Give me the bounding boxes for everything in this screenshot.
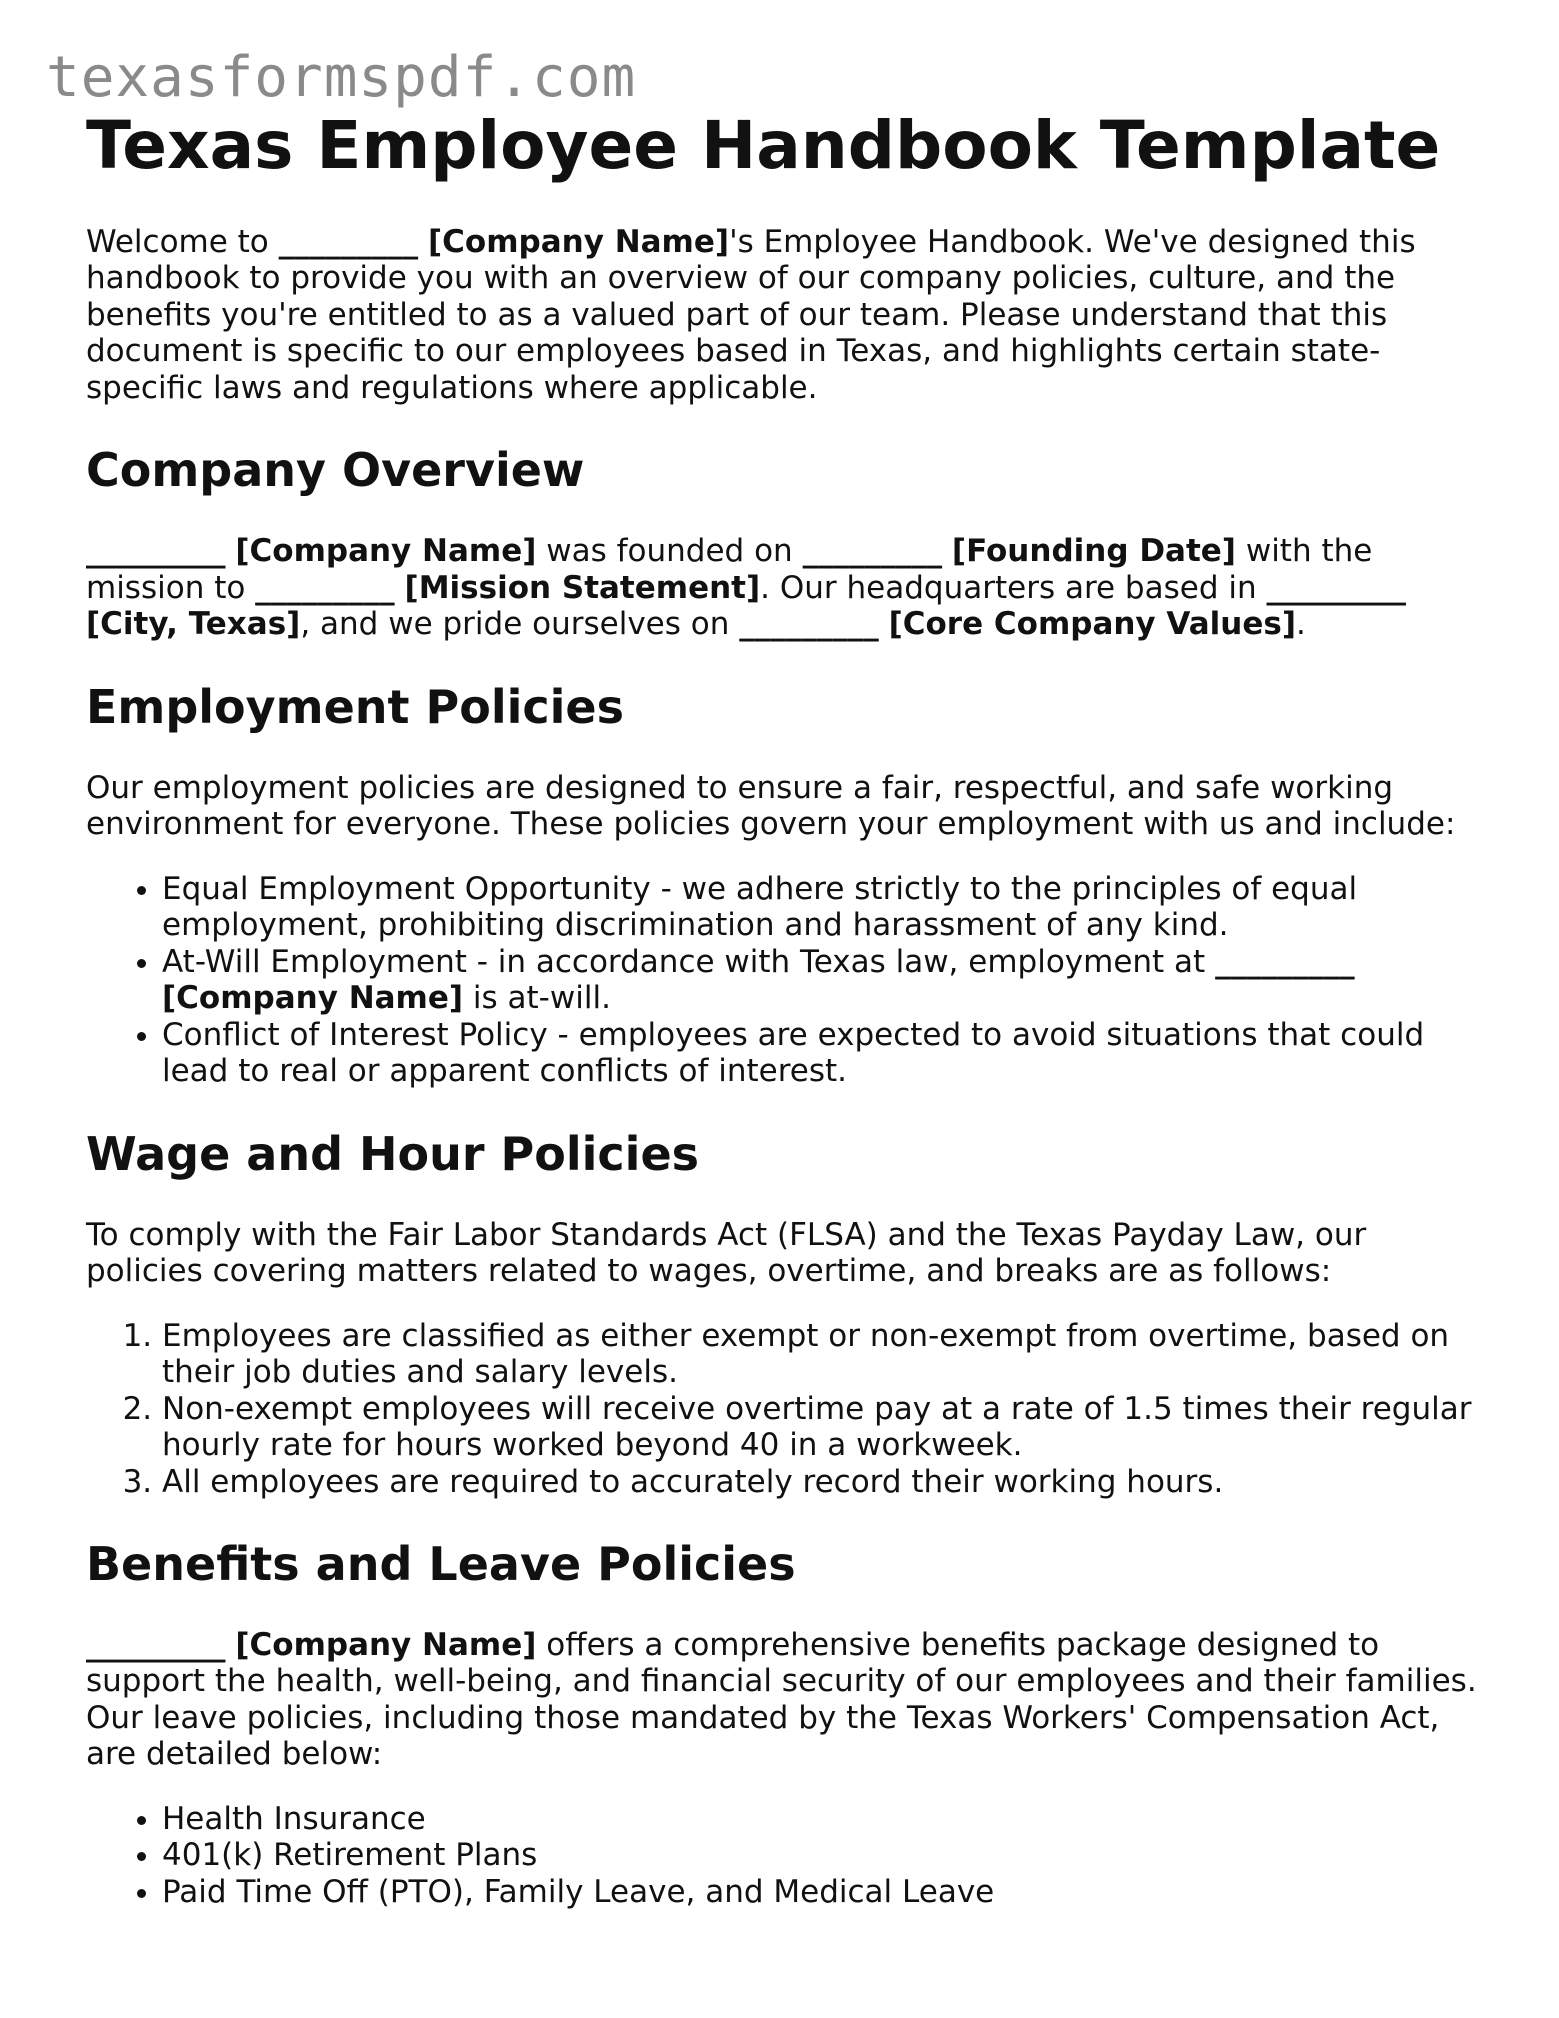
blank-field: _________	[802, 533, 943, 570]
list-item: • Conflict of Interest Policy - employees are expected to avoid situations that could lead to real or apparent conflicts of interest.	[162, 1017, 1486, 1090]
list-item: 3. All employees are required to accurately record their working hours.	[162, 1464, 1486, 1501]
benefits-paragraph	[86, 1627, 1486, 1773]
overview-text: . Our headquarters are based in	[760, 569, 1267, 606]
overview-text: was founded on	[536, 533, 803, 570]
founding-date-placeholder: [Founding Date]	[951, 533, 1236, 570]
list-item: • Health Insurance	[162, 1801, 1486, 1838]
section-heading-benefits-leave: Benefits and Leave Policies	[86, 1537, 796, 1592]
employment-paragraph: Our employment policies are designed to ensure a fair, respectful, and safe working environment for everyone. These policies govern your employment with us and include:	[86, 769, 1456, 843]
watermark-text: texasformspdf.com	[46, 45, 637, 110]
page-title: Texas Employee Handbook Template	[86, 107, 1441, 184]
list-item: • Paid Time Off (PTO), Family Leave, and Medical Leave	[162, 1874, 1486, 1911]
intro-paragraph	[86, 224, 1486, 407]
blank-field: _________	[1215, 943, 1355, 980]
intro-text-start: Welcome to	[86, 223, 279, 260]
list-item-text: At-Will Employment - in accordance with Texas law, employment at	[162, 943, 1216, 980]
blank-field: _________	[278, 223, 419, 260]
benefits-text: offers a comprehensive benefits package designed to support the health, well-being, and financial security of our employees and their families. Our leave policies, including those mandated by the Texas Workers' Compensation Act, are detailed below:	[86, 1626, 1477, 1773]
company-name-placeholder: [Company Name]	[235, 533, 537, 570]
list-item: • 401(k) Retirement Plans	[162, 1837, 1486, 1874]
overview-text: .	[1295, 606, 1306, 643]
list-item: 1. Employees are classified as either exempt or non-exempt from overtime, based on their job duties and salary levels.	[162, 1318, 1486, 1391]
document-page	[86, 108, 1486, 1910]
benefits-list	[86, 1801, 1486, 1911]
blank-field: _________	[86, 533, 226, 570]
blank-field: _________	[86, 1626, 226, 1663]
company-overview-paragraph	[86, 533, 1486, 643]
section-heading-wage-hour: Wage and Hour Policies	[86, 1126, 700, 1181]
list-item: 2. Non-exempt employees will receive overtime pay at a rate of 1.5 times their regular hourly rate for hours worked beyond 40 in a workweek.	[162, 1391, 1486, 1464]
mission-statement-placeholder: [Mission Statement]	[404, 569, 761, 606]
employment-policy-list	[86, 871, 1486, 1090]
blank-field: _________	[739, 606, 879, 643]
company-name-placeholder: [Company Name]	[235, 1626, 537, 1663]
company-name-placeholder: [Company Name]	[162, 980, 464, 1017]
section-heading-company-overview: Company Overview	[86, 443, 585, 498]
city-placeholder: [City, Texas]	[86, 606, 301, 643]
blank-field: _________	[1266, 569, 1406, 606]
wage-paragraph: To comply with the Fair Labor Standards Act (FLSA) and the Texas Payday Law, our policies covering matters related to wages, overtime, and breaks are as follows:	[86, 1216, 1367, 1290]
core-values-placeholder: [Core Company Values]	[888, 606, 1296, 643]
company-name-placeholder: [Company Name]	[428, 223, 730, 260]
overview-text: with the mission to	[86, 533, 1373, 606]
intro-text-rest: 's Employee Handbook. We've designed this handbook to provide you with an overview of our company policies, culture, and the benefits you're entitled to as a valued part of our team. Please understand that this document is specific to our employees based in Texas, and highlights certain state-specific laws and regulations where applicable.	[86, 223, 1416, 406]
list-item	[162, 944, 1486, 1017]
section-heading-employment-policies: Employment Policies	[86, 679, 624, 734]
overview-text: , and we pride ourselves on	[300, 606, 740, 643]
wage-policy-list	[86, 1318, 1486, 1501]
list-item: • Equal Employment Opportunity - we adhere strictly to the principles of equal employment, prohibiting discrimination and harassment of any kind.	[162, 871, 1486, 944]
list-item-text: is at-will.	[463, 980, 611, 1017]
blank-field: _________	[255, 569, 395, 606]
